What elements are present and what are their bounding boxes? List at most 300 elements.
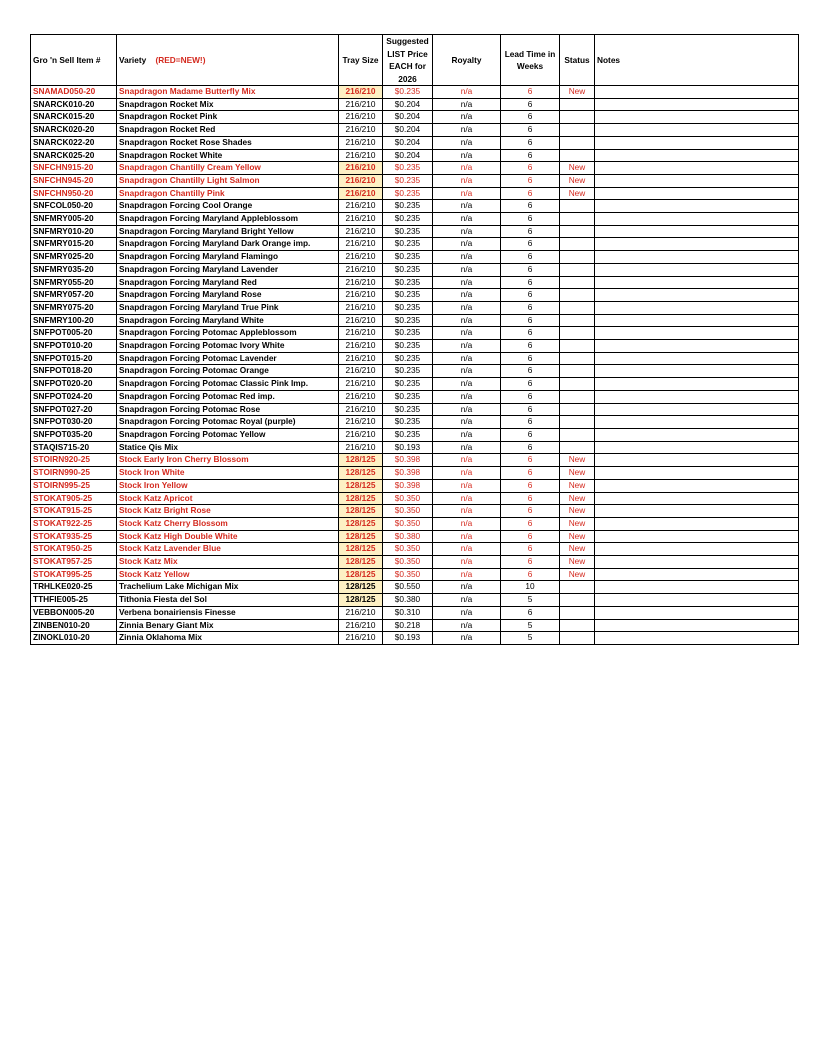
table-row — [31, 136, 799, 149]
cell-status — [560, 378, 595, 391]
table-row — [31, 124, 799, 137]
cell-price: $0.235 — [383, 327, 433, 340]
cell-item: SNFPOT035-20 — [31, 428, 117, 441]
cell-tray-size: 128/125 — [339, 568, 383, 581]
cell-variety: Snapdragon Chantilly Light Salmon — [117, 174, 339, 187]
cell-notes — [595, 251, 799, 264]
cell-item: ZINOKL010-20 — [31, 632, 117, 645]
cell-tray-size: 216/210 — [339, 606, 383, 619]
cell-royalty: n/a — [433, 416, 501, 429]
cell-notes — [595, 200, 799, 213]
cell-status — [560, 416, 595, 429]
cell-price: $0.235 — [383, 86, 433, 99]
cell-tray-size: 128/125 — [339, 492, 383, 505]
cell-price: $0.235 — [383, 390, 433, 403]
cell-tray-size: 216/210 — [339, 111, 383, 124]
cell-tray-size: 128/125 — [339, 479, 383, 492]
cell-tray-size: 216/210 — [339, 174, 383, 187]
cell-lead-time: 6 — [501, 251, 560, 264]
cell-tray-size: 216/210 — [339, 365, 383, 378]
cell-status — [560, 403, 595, 416]
cell-item: SNFPOT005-20 — [31, 327, 117, 340]
cell-lead-time: 6 — [501, 136, 560, 149]
cell-item: SNFPOT030-20 — [31, 416, 117, 429]
cell-variety: Stock Katz Bright Rose — [117, 505, 339, 518]
table-row — [31, 619, 799, 632]
cell-variety: Snapdragon Forcing Maryland True Pink — [117, 301, 339, 314]
cell-price: $0.193 — [383, 632, 433, 645]
cell-notes — [595, 124, 799, 137]
cell-variety: Snapdragon Forcing Maryland Lavender — [117, 263, 339, 276]
cell-lead-time: 6 — [501, 517, 560, 530]
cell-royalty: n/a — [433, 276, 501, 289]
cell-price: $0.398 — [383, 467, 433, 480]
cell-variety: Snapdragon Forcing Maryland Dark Orange imp. — [117, 238, 339, 251]
cell-royalty: n/a — [433, 530, 501, 543]
cell-status — [560, 606, 595, 619]
col-header-item: Gro 'n Sell Item # — [31, 35, 117, 86]
cell-variety: Snapdragon Chantilly Pink — [117, 187, 339, 200]
cell-lead-time: 6 — [501, 492, 560, 505]
table-row — [31, 403, 799, 416]
cell-variety: Snapdragon Forcing Potomac Red imp. — [117, 390, 339, 403]
table-body — [31, 86, 799, 645]
cell-price: $0.235 — [383, 352, 433, 365]
cell-status — [560, 200, 595, 213]
table-row — [31, 301, 799, 314]
cell-variety: Snapdragon Rocket White — [117, 149, 339, 162]
cell-lead-time: 6 — [501, 378, 560, 391]
cell-royalty: n/a — [433, 568, 501, 581]
table-row — [31, 517, 799, 530]
cell-status: New — [560, 174, 595, 187]
cell-price: $0.235 — [383, 301, 433, 314]
cell-price: $0.350 — [383, 492, 433, 505]
table-row — [31, 98, 799, 111]
table-row — [31, 606, 799, 619]
cell-item: SNFMRY010-20 — [31, 225, 117, 238]
cell-royalty: n/a — [433, 289, 501, 302]
cell-notes — [595, 98, 799, 111]
cell-status — [560, 441, 595, 454]
cell-tray-size: 128/125 — [339, 517, 383, 530]
cell-status: New — [560, 454, 595, 467]
cell-item: SNFPOT020-20 — [31, 378, 117, 391]
cell-tray-size: 216/210 — [339, 149, 383, 162]
cell-lead-time: 6 — [501, 428, 560, 441]
cell-notes — [595, 606, 799, 619]
cell-status: New — [560, 187, 595, 200]
cell-variety: Stock Iron Yellow — [117, 479, 339, 492]
cell-royalty: n/a — [433, 594, 501, 607]
table-row — [31, 632, 799, 645]
cell-item: SNFCOL050-20 — [31, 200, 117, 213]
cell-notes — [595, 327, 799, 340]
cell-notes — [595, 530, 799, 543]
cell-lead-time: 6 — [501, 568, 560, 581]
cell-royalty: n/a — [433, 441, 501, 454]
cell-price: $0.235 — [383, 276, 433, 289]
cell-royalty: n/a — [433, 238, 501, 251]
cell-notes — [595, 149, 799, 162]
cell-item: TRHLKE020-25 — [31, 581, 117, 594]
cell-status: New — [560, 556, 595, 569]
cell-notes — [595, 187, 799, 200]
cell-variety: Snapdragon Chantilly Cream Yellow — [117, 162, 339, 175]
cell-variety: Verbena bonairiensis Finesse — [117, 606, 339, 619]
cell-tray-size: 216/210 — [339, 225, 383, 238]
variety-header-note: (RED=NEW!) — [155, 54, 206, 65]
cell-price: $0.235 — [383, 187, 433, 200]
cell-item: SNARCK022-20 — [31, 136, 117, 149]
cell-item: SNARCK025-20 — [31, 149, 117, 162]
cell-lead-time: 6 — [501, 340, 560, 353]
cell-item: SNFMRY035-20 — [31, 263, 117, 276]
cell-tray-size: 128/125 — [339, 543, 383, 556]
cell-tray-size: 216/210 — [339, 378, 383, 391]
table-row — [31, 378, 799, 391]
table-row — [31, 162, 799, 175]
cell-tray-size: 216/210 — [339, 238, 383, 251]
cell-royalty: n/a — [433, 390, 501, 403]
cell-status — [560, 428, 595, 441]
cell-tray-size: 216/210 — [339, 632, 383, 645]
cell-royalty: n/a — [433, 365, 501, 378]
cell-tray-size: 216/210 — [339, 263, 383, 276]
cell-price: $0.204 — [383, 136, 433, 149]
cell-royalty: n/a — [433, 301, 501, 314]
cell-variety: Snapdragon Madame Butterfly Mix — [117, 86, 339, 99]
cell-notes — [595, 352, 799, 365]
cell-tray-size: 216/210 — [339, 124, 383, 137]
cell-price: $0.398 — [383, 479, 433, 492]
cell-royalty: n/a — [433, 251, 501, 264]
cell-item: SNFPOT027-20 — [31, 403, 117, 416]
cell-tray-size: 128/125 — [339, 594, 383, 607]
cell-item: SNFPOT015-20 — [31, 352, 117, 365]
cell-variety: Snapdragon Rocket Pink — [117, 111, 339, 124]
cell-status: New — [560, 517, 595, 530]
cell-status — [560, 327, 595, 340]
cell-tray-size: 216/210 — [339, 289, 383, 302]
cell-item: STOKAT957-25 — [31, 556, 117, 569]
cell-notes — [595, 467, 799, 480]
table-row — [31, 467, 799, 480]
cell-notes — [595, 428, 799, 441]
cell-royalty: n/a — [433, 213, 501, 226]
cell-notes — [595, 340, 799, 353]
cell-tray-size: 128/125 — [339, 530, 383, 543]
table-row — [31, 174, 799, 187]
cell-tray-size: 216/210 — [339, 200, 383, 213]
cell-notes — [595, 365, 799, 378]
cell-lead-time: 6 — [501, 606, 560, 619]
cell-lead-time: 6 — [501, 403, 560, 416]
cell-status — [560, 213, 595, 226]
cell-item: STOIRN990-25 — [31, 467, 117, 480]
cell-item: SNFMRY100-20 — [31, 314, 117, 327]
cell-lead-time: 6 — [501, 543, 560, 556]
cell-price: $0.350 — [383, 568, 433, 581]
cell-item: SNFPOT024-20 — [31, 390, 117, 403]
cell-item: SNFMRY025-20 — [31, 251, 117, 264]
cell-notes — [595, 619, 799, 632]
price-header-line: LIST Price — [387, 48, 428, 59]
cell-price: $0.235 — [383, 403, 433, 416]
cell-item: SNFCHN950-20 — [31, 187, 117, 200]
cell-variety: Zinnia Oklahoma Mix — [117, 632, 339, 645]
cell-variety: Stock Early Iron Cherry Blossom — [117, 454, 339, 467]
cell-notes — [595, 556, 799, 569]
cell-royalty: n/a — [433, 111, 501, 124]
cell-status: New — [560, 530, 595, 543]
cell-price: $0.235 — [383, 213, 433, 226]
cell-tray-size: 216/210 — [339, 276, 383, 289]
cell-variety: Snapdragon Forcing Potomac Orange — [117, 365, 339, 378]
cell-variety: Snapdragon Forcing Potomac Lavender — [117, 352, 339, 365]
cell-tray-size: 216/210 — [339, 251, 383, 264]
cell-status: New — [560, 568, 595, 581]
cell-price: $0.235 — [383, 225, 433, 238]
cell-price: $0.235 — [383, 340, 433, 353]
lead-header-line: Lead Time in — [504, 48, 556, 59]
cell-status — [560, 251, 595, 264]
cell-price: $0.235 — [383, 314, 433, 327]
cell-royalty: n/a — [433, 556, 501, 569]
cell-variety: Snapdragon Forcing Maryland Flamingo — [117, 251, 339, 264]
cell-lead-time: 5 — [501, 619, 560, 632]
cell-royalty: n/a — [433, 327, 501, 340]
cell-lead-time: 6 — [501, 454, 560, 467]
cell-notes — [595, 543, 799, 556]
cell-price: $0.204 — [383, 149, 433, 162]
col-header-royalty: Royalty — [433, 35, 501, 86]
table-row — [31, 530, 799, 543]
cell-item: SNARCK015-20 — [31, 111, 117, 124]
cell-status: New — [560, 467, 595, 480]
cell-price: $0.235 — [383, 428, 433, 441]
cell-notes — [595, 289, 799, 302]
cell-price: $0.235 — [383, 238, 433, 251]
cell-notes — [595, 517, 799, 530]
cell-status — [560, 352, 595, 365]
cell-price: $0.235 — [383, 416, 433, 429]
cell-status — [560, 619, 595, 632]
table-row — [31, 365, 799, 378]
cell-item: ZINBEN010-20 — [31, 619, 117, 632]
cell-item: SNARCK020-20 — [31, 124, 117, 137]
cell-royalty: n/a — [433, 428, 501, 441]
cell-price: $0.350 — [383, 505, 433, 518]
cell-lead-time: 6 — [501, 162, 560, 175]
cell-royalty: n/a — [433, 124, 501, 137]
cell-price: $0.310 — [383, 606, 433, 619]
cell-notes — [595, 136, 799, 149]
cell-notes — [595, 301, 799, 314]
cell-lead-time: 6 — [501, 556, 560, 569]
cell-variety: Snapdragon Forcing Maryland White — [117, 314, 339, 327]
table-row — [31, 200, 799, 213]
cell-price: $0.350 — [383, 543, 433, 556]
cell-notes — [595, 213, 799, 226]
cell-variety: Snapdragon Forcing Maryland Bright Yellow — [117, 225, 339, 238]
cell-variety: Snapdragon Forcing Maryland Rose — [117, 289, 339, 302]
cell-lead-time: 6 — [501, 327, 560, 340]
table-row — [31, 86, 799, 99]
cell-lead-time: 6 — [501, 530, 560, 543]
cell-tray-size: 216/210 — [339, 403, 383, 416]
cell-variety: Snapdragon Forcing Potomac Classic Pink Imp. — [117, 378, 339, 391]
cell-tray-size: 216/210 — [339, 162, 383, 175]
cell-lead-time: 5 — [501, 632, 560, 645]
table-row — [31, 352, 799, 365]
cell-notes — [595, 162, 799, 175]
cell-status — [560, 594, 595, 607]
cell-item: SNFMRY075-20 — [31, 301, 117, 314]
cell-lead-time: 6 — [501, 301, 560, 314]
cell-item: SNFMRY005-20 — [31, 213, 117, 226]
cell-variety: Stock Katz Lavender Blue — [117, 543, 339, 556]
cell-status — [560, 111, 595, 124]
cell-status: New — [560, 479, 595, 492]
cell-notes — [595, 594, 799, 607]
cell-variety: Stock Katz Cherry Blossom — [117, 517, 339, 530]
cell-notes — [595, 390, 799, 403]
cell-price: $0.235 — [383, 251, 433, 264]
cell-lead-time: 6 — [501, 111, 560, 124]
cell-tray-size: 216/210 — [339, 327, 383, 340]
table-row — [31, 581, 799, 594]
cell-item: VEBBON005-20 — [31, 606, 117, 619]
cell-tray-size: 216/210 — [339, 340, 383, 353]
table-row — [31, 276, 799, 289]
table-row — [31, 289, 799, 302]
cell-variety: Zinnia Benary Giant Mix — [117, 619, 339, 632]
cell-status — [560, 149, 595, 162]
cell-variety: Snapdragon Forcing Potomac Royal (purple) — [117, 416, 339, 429]
cell-royalty: n/a — [433, 225, 501, 238]
cell-price: $0.235 — [383, 174, 433, 187]
cell-price: $0.235 — [383, 162, 433, 175]
cell-status: New — [560, 162, 595, 175]
cell-lead-time: 6 — [501, 98, 560, 111]
table-row — [31, 213, 799, 226]
cell-price: $0.350 — [383, 556, 433, 569]
cell-tray-size: 216/210 — [339, 441, 383, 454]
cell-item: SNFCHN915-20 — [31, 162, 117, 175]
cell-royalty: n/a — [433, 517, 501, 530]
table-row — [31, 556, 799, 569]
cell-status — [560, 365, 595, 378]
cell-tray-size: 216/210 — [339, 136, 383, 149]
cell-item: SNARCK010-20 — [31, 98, 117, 111]
cell-status — [560, 276, 595, 289]
cell-royalty: n/a — [433, 581, 501, 594]
table-row — [31, 251, 799, 264]
cell-variety: Snapdragon Forcing Maryland Appleblossom — [117, 213, 339, 226]
cell-lead-time: 10 — [501, 581, 560, 594]
cell-tray-size: 216/210 — [339, 390, 383, 403]
cell-lead-time: 6 — [501, 86, 560, 99]
cell-tray-size: 128/125 — [339, 467, 383, 480]
cell-royalty: n/a — [433, 606, 501, 619]
cell-variety: Statice Qis Mix — [117, 441, 339, 454]
cell-royalty: n/a — [433, 619, 501, 632]
table-row — [31, 441, 799, 454]
cell-variety: Snapdragon Forcing Potomac Yellow — [117, 428, 339, 441]
cell-royalty: n/a — [433, 403, 501, 416]
cell-price: $0.350 — [383, 517, 433, 530]
table-row — [31, 327, 799, 340]
cell-royalty: n/a — [433, 454, 501, 467]
cell-tray-size: 216/210 — [339, 619, 383, 632]
cell-item: SNFCHN945-20 — [31, 174, 117, 187]
cell-lead-time: 6 — [501, 505, 560, 518]
col-header-notes: Notes — [595, 35, 799, 86]
cell-status — [560, 98, 595, 111]
cell-royalty: n/a — [433, 543, 501, 556]
cell-royalty: n/a — [433, 136, 501, 149]
cell-tray-size: 216/210 — [339, 314, 383, 327]
cell-item: SNFPOT010-20 — [31, 340, 117, 353]
cell-tray-size: 216/210 — [339, 428, 383, 441]
cell-variety: Snapdragon Forcing Potomac Ivory White — [117, 340, 339, 353]
cell-status — [560, 390, 595, 403]
cell-notes — [595, 174, 799, 187]
cell-notes — [595, 632, 799, 645]
cell-lead-time: 6 — [501, 200, 560, 213]
cell-price: $0.235 — [383, 378, 433, 391]
cell-status: New — [560, 543, 595, 556]
cell-variety: Stock Katz Apricot — [117, 492, 339, 505]
cell-status — [560, 225, 595, 238]
cell-notes — [595, 492, 799, 505]
cell-lead-time: 6 — [501, 174, 560, 187]
cell-item: SNFMRY057-20 — [31, 289, 117, 302]
cell-royalty: n/a — [433, 200, 501, 213]
cell-royalty: n/a — [433, 492, 501, 505]
cell-status — [560, 340, 595, 353]
cell-royalty: n/a — [433, 314, 501, 327]
price-header-line: 2026 — [398, 73, 417, 84]
cell-royalty: n/a — [433, 505, 501, 518]
cell-lead-time: 6 — [501, 416, 560, 429]
table-row — [31, 492, 799, 505]
cell-royalty: n/a — [433, 467, 501, 480]
cell-status — [560, 301, 595, 314]
table-row — [31, 454, 799, 467]
cell-tray-size: 216/210 — [339, 98, 383, 111]
cell-notes — [595, 581, 799, 594]
cell-status — [560, 263, 595, 276]
cell-price: $0.398 — [383, 454, 433, 467]
cell-notes — [595, 403, 799, 416]
cell-lead-time: 6 — [501, 225, 560, 238]
cell-variety: Tithonia Fiesta del Sol — [117, 594, 339, 607]
cell-variety: Snapdragon Forcing Potomac Appleblossom — [117, 327, 339, 340]
col-header-variety — [117, 35, 339, 86]
cell-item: STOIRN995-25 — [31, 479, 117, 492]
cell-price: $0.235 — [383, 263, 433, 276]
table-row — [31, 390, 799, 403]
cell-item: STOKAT950-25 — [31, 543, 117, 556]
cell-variety: Snapdragon Forcing Maryland Red — [117, 276, 339, 289]
cell-variety: Snapdragon Forcing Potomac Rose — [117, 403, 339, 416]
cell-royalty: n/a — [433, 352, 501, 365]
cell-price: $0.235 — [383, 289, 433, 302]
cell-item: SNFMRY055-20 — [31, 276, 117, 289]
cell-lead-time: 6 — [501, 289, 560, 302]
